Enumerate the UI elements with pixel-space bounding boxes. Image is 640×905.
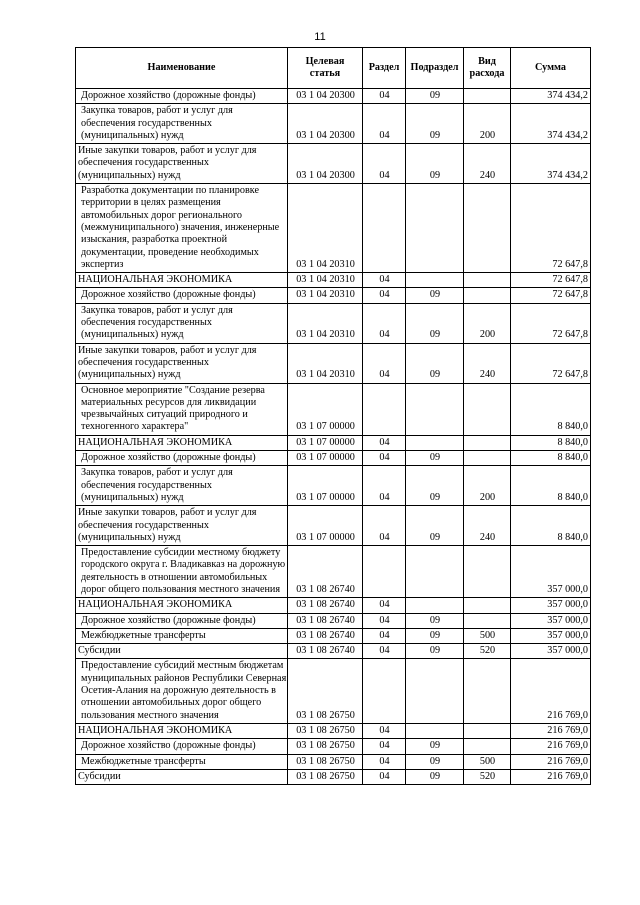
cell-target: 03 1 04 20310 xyxy=(288,303,363,343)
cell-expense-type: 200 xyxy=(464,303,511,343)
cell-name: Дорожное хозяйство (дорожные фонды) xyxy=(76,89,288,104)
cell-name: Иные закупки товаров, работ и услуг для обеспечения государственных (муниципальных) нужд xyxy=(76,144,288,184)
cell-expense-type xyxy=(464,435,511,450)
table-row xyxy=(76,546,591,598)
cell-amount: 72 647,8 xyxy=(511,273,591,288)
cell-subsection: 09 xyxy=(406,89,464,104)
table-row xyxy=(76,343,591,383)
table-row xyxy=(76,466,591,506)
cell-name: Иные закупки товаров, работ и услуг для обеспечения государственных (муниципальных) нужд xyxy=(76,506,288,546)
table-row xyxy=(76,89,591,104)
header-name: Наименование xyxy=(76,48,288,89)
cell-section: 04 xyxy=(363,506,406,546)
cell-section: 04 xyxy=(363,739,406,754)
cell-expense-type xyxy=(464,451,511,466)
table-row xyxy=(76,628,591,643)
header-section: Раздел xyxy=(363,48,406,89)
cell-amount: 216 769,0 xyxy=(511,659,591,723)
page-number: 11 xyxy=(314,31,326,43)
cell-target: 03 1 08 26740 xyxy=(288,644,363,659)
cell-amount: 357 000,0 xyxy=(511,628,591,643)
cell-section: 04 xyxy=(363,451,406,466)
cell-expense-type xyxy=(464,723,511,738)
cell-expense-type xyxy=(464,273,511,288)
cell-amount: 357 000,0 xyxy=(511,644,591,659)
cell-target: 03 1 08 26750 xyxy=(288,723,363,738)
cell-target: 03 1 07 00000 xyxy=(288,435,363,450)
cell-amount: 72 647,8 xyxy=(511,288,591,303)
cell-expense-type: 240 xyxy=(464,506,511,546)
table-row xyxy=(76,303,591,343)
cell-name: Дорожное хозяйство (дорожные фонды) xyxy=(76,288,288,303)
header-target xyxy=(288,48,363,89)
cell-section: 04 xyxy=(363,288,406,303)
cell-subsection xyxy=(406,723,464,738)
cell-target: 03 1 07 00000 xyxy=(288,506,363,546)
cell-amount: 8 840,0 xyxy=(511,466,591,506)
cell-subsection xyxy=(406,435,464,450)
header-expense-type: Вид расхода xyxy=(464,48,511,89)
cell-section: 04 xyxy=(363,144,406,184)
header-target-label: Целевая статья xyxy=(305,55,345,79)
table-row xyxy=(76,506,591,546)
cell-section: 04 xyxy=(363,273,406,288)
cell-name: Дорожное хозяйство (дорожные фонды) xyxy=(76,613,288,628)
cell-expense-type: 520 xyxy=(464,644,511,659)
cell-amount: 8 840,0 xyxy=(511,451,591,466)
table-row xyxy=(76,451,591,466)
cell-subsection xyxy=(406,598,464,613)
cell-target: 03 1 07 00000 xyxy=(288,451,363,466)
table-row xyxy=(76,598,591,613)
header-amount: Сумма xyxy=(511,48,591,89)
cell-amount: 357 000,0 xyxy=(511,598,591,613)
cell-name: Субсидии xyxy=(76,769,288,784)
cell-name: Субсидии xyxy=(76,644,288,659)
cell-amount: 72 647,8 xyxy=(511,303,591,343)
cell-amount: 8 840,0 xyxy=(511,435,591,450)
cell-name: Закупка товаров, работ и услуг для обеспечения государственных (муниципальных) нужд xyxy=(76,104,288,144)
cell-target: 03 1 08 26740 xyxy=(288,598,363,613)
cell-subsection: 09 xyxy=(406,288,464,303)
cell-subsection: 09 xyxy=(406,303,464,343)
cell-target: 03 1 08 26740 xyxy=(288,613,363,628)
cell-expense-type: 200 xyxy=(464,466,511,506)
table-row xyxy=(76,435,591,450)
cell-name: НАЦИОНАЛЬНАЯ ЭКОНОМИКА xyxy=(76,273,288,288)
cell-target: 03 1 08 26750 xyxy=(288,754,363,769)
table-row xyxy=(76,723,591,738)
cell-amount: 72 647,8 xyxy=(511,343,591,383)
cell-expense-type xyxy=(464,288,511,303)
cell-section xyxy=(363,659,406,723)
cell-amount: 357 000,0 xyxy=(511,546,591,598)
cell-expense-type xyxy=(464,89,511,104)
cell-name: Предоставление субсидии местному бюджету городского округа г. Владикавказ на дорожную деятельность в отношении автомобильных дорог общего пользования местного значения xyxy=(76,546,288,598)
table-body xyxy=(76,89,591,785)
cell-section xyxy=(363,184,406,273)
cell-section: 04 xyxy=(363,89,406,104)
cell-section xyxy=(363,383,406,435)
cell-expense-type xyxy=(464,546,511,598)
cell-section: 04 xyxy=(363,613,406,628)
table-row xyxy=(76,769,591,784)
cell-section: 04 xyxy=(363,754,406,769)
cell-subsection xyxy=(406,273,464,288)
cell-expense-type xyxy=(464,383,511,435)
cell-amount: 72 647,8 xyxy=(511,184,591,273)
header-row xyxy=(76,48,591,89)
table-row xyxy=(76,144,591,184)
cell-amount: 216 769,0 xyxy=(511,754,591,769)
table-row xyxy=(76,273,591,288)
cell-subsection: 09 xyxy=(406,506,464,546)
cell-section: 04 xyxy=(363,598,406,613)
cell-subsection: 09 xyxy=(406,466,464,506)
cell-expense-type: 200 xyxy=(464,104,511,144)
cell-section: 04 xyxy=(363,104,406,144)
cell-expense-type: 500 xyxy=(464,628,511,643)
cell-target: 03 1 04 20310 xyxy=(288,273,363,288)
cell-amount: 374 434,2 xyxy=(511,104,591,144)
cell-subsection xyxy=(406,659,464,723)
cell-expense-type xyxy=(464,613,511,628)
cell-subsection xyxy=(406,184,464,273)
cell-target: 03 1 07 00000 xyxy=(288,383,363,435)
cell-target: 03 1 07 00000 xyxy=(288,466,363,506)
cell-name: Дорожное хозяйство (дорожные фонды) xyxy=(76,451,288,466)
cell-name: Закупка товаров, работ и услуг для обеспечения государственных (муниципальных) нужд xyxy=(76,466,288,506)
cell-name: НАЦИОНАЛЬНАЯ ЭКОНОМИКА xyxy=(76,435,288,450)
cell-section: 04 xyxy=(363,723,406,738)
cell-section: 04 xyxy=(363,343,406,383)
cell-amount: 216 769,0 xyxy=(511,739,591,754)
cell-name: Закупка товаров, работ и услуг для обеспечения государственных (муниципальных) нужд xyxy=(76,303,288,343)
cell-name: Межбюджетные трансферты xyxy=(76,754,288,769)
cell-section: 04 xyxy=(363,466,406,506)
cell-expense-type: 520 xyxy=(464,769,511,784)
cell-target: 03 1 08 26740 xyxy=(288,628,363,643)
cell-expense-type xyxy=(464,184,511,273)
cell-section: 04 xyxy=(363,644,406,659)
table-row xyxy=(76,613,591,628)
cell-subsection: 09 xyxy=(406,613,464,628)
cell-expense-type: 240 xyxy=(464,144,511,184)
cell-name: Разработка документации по планировке территории в целях размещения автомобильных дорог регионального (межмуниципального) значения, инженерные изыскания, разработка проектной документации, проведение необходимых экспертиз xyxy=(76,184,288,273)
cell-name: Дорожное хозяйство (дорожные фонды) xyxy=(76,739,288,754)
cell-expense-type xyxy=(464,739,511,754)
cell-section: 04 xyxy=(363,303,406,343)
cell-amount: 8 840,0 xyxy=(511,383,591,435)
cell-section: 04 xyxy=(363,769,406,784)
cell-subsection xyxy=(406,383,464,435)
cell-subsection: 09 xyxy=(406,644,464,659)
table-header xyxy=(76,48,591,89)
cell-target: 03 1 08 26740 xyxy=(288,546,363,598)
cell-subsection: 09 xyxy=(406,343,464,383)
cell-target: 03 1 08 26750 xyxy=(288,769,363,784)
cell-amount: 357 000,0 xyxy=(511,613,591,628)
cell-target: 03 1 04 20310 xyxy=(288,343,363,383)
cell-subsection: 09 xyxy=(406,628,464,643)
cell-subsection: 09 xyxy=(406,104,464,144)
table-row xyxy=(76,184,591,273)
cell-section: 04 xyxy=(363,435,406,450)
cell-section: 04 xyxy=(363,628,406,643)
cell-amount: 374 434,2 xyxy=(511,89,591,104)
cell-subsection: 09 xyxy=(406,451,464,466)
cell-subsection: 09 xyxy=(406,754,464,769)
cell-name: Межбюджетные трансферты xyxy=(76,628,288,643)
cell-expense-type: 240 xyxy=(464,343,511,383)
cell-target: 03 1 08 26750 xyxy=(288,659,363,723)
cell-name: Иные закупки товаров, работ и услуг для обеспечения государственных (муниципальных) нужд xyxy=(76,343,288,383)
cell-target: 03 1 04 20300 xyxy=(288,104,363,144)
cell-amount: 8 840,0 xyxy=(511,506,591,546)
cell-subsection xyxy=(406,546,464,598)
cell-expense-type: 500 xyxy=(464,754,511,769)
budget-table xyxy=(75,47,591,785)
cell-subsection: 09 xyxy=(406,144,464,184)
header-subsection: Подраздел xyxy=(406,48,464,89)
cell-target: 03 1 04 20310 xyxy=(288,184,363,273)
table-row xyxy=(76,383,591,435)
cell-subsection: 09 xyxy=(406,769,464,784)
table-row xyxy=(76,754,591,769)
table-row xyxy=(76,739,591,754)
cell-target: 03 1 04 20300 xyxy=(288,144,363,184)
cell-amount: 216 769,0 xyxy=(511,723,591,738)
cell-subsection: 09 xyxy=(406,739,464,754)
cell-expense-type xyxy=(464,659,511,723)
table-row xyxy=(76,644,591,659)
cell-name: Предоставление субсидий местным бюджетам муниципальных районов Республики Северная Осетия-Алания на дорожную деятельность в отношении автомобильных дорог общего пользования местного значения xyxy=(76,659,288,723)
table-row xyxy=(76,104,591,144)
cell-section xyxy=(363,546,406,598)
cell-target: 03 1 04 20300 xyxy=(288,89,363,104)
cell-target: 03 1 04 20310 xyxy=(288,288,363,303)
cell-expense-type xyxy=(464,598,511,613)
cell-name: Основное мероприятие "Создание резерва материальных ресурсов для ликвидации чрезвычайных ситуаций природного и техногенного характера" xyxy=(76,383,288,435)
cell-amount: 374 434,2 xyxy=(511,144,591,184)
table-row xyxy=(76,659,591,723)
cell-amount: 216 769,0 xyxy=(511,769,591,784)
cell-name: НАЦИОНАЛЬНАЯ ЭКОНОМИКА xyxy=(76,723,288,738)
cell-name: НАЦИОНАЛЬНАЯ ЭКОНОМИКА xyxy=(76,598,288,613)
table-row xyxy=(76,288,591,303)
cell-target: 03 1 08 26750 xyxy=(288,739,363,754)
